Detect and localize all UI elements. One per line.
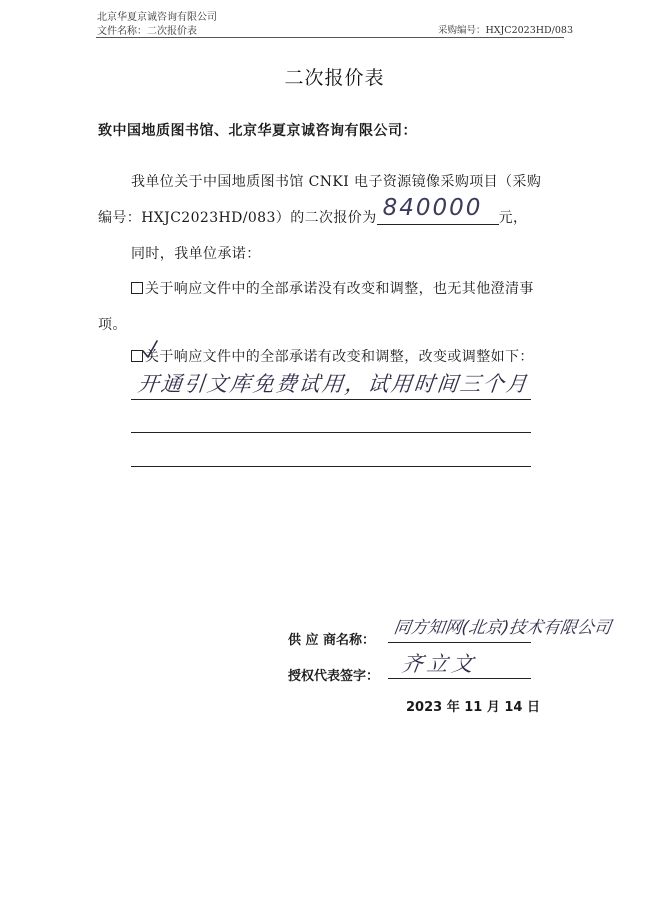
- change-handwritten: 开通引文库免费试用，试用时间三个月: [136, 372, 531, 396]
- body-line-2: [98, 195, 528, 227]
- checkmark-icon: [141, 340, 159, 360]
- change-line-2: [131, 432, 531, 433]
- addressee: 致中国地质图书馆、北京华夏京诚咨询有限公司：: [98, 123, 417, 139]
- header-company: 北京华夏京诚咨询有限公司: [97, 12, 217, 23]
- rep-signature: 齐立文: [400, 652, 479, 676]
- header-doc-name: [97, 22, 197, 37]
- commitment-intro: 同时，我单位承诺：: [131, 246, 261, 262]
- option-1-checkbox: [131, 282, 143, 294]
- price-suffix: 元，: [498, 210, 528, 226]
- header-procurement-number: 采购编号：HXJC2023HD/083: [437, 25, 573, 36]
- supplier-handwritten: 同方知网(北京)技术有限公司: [392, 618, 613, 638]
- rep-underline: [388, 678, 531, 679]
- body-line-1: 我单位关于中国地质图书馆 CNKI 电子资源镜像采购项目（采购: [131, 174, 542, 190]
- option-1-continued: 项。: [98, 317, 127, 333]
- header-doc-name-label: 文件名称：: [97, 26, 147, 37]
- price-fill-field: [377, 195, 499, 225]
- supplier-label: 供 应 商名称：: [288, 633, 376, 648]
- header-doc-name-value: 二次报价表: [147, 26, 197, 37]
- header-divider: [96, 37, 564, 38]
- page-title: 二次报价表: [284, 67, 385, 89]
- price-prefix: 编号：HXJC2023HD/083）的二次报价为: [98, 210, 377, 226]
- option-1-text: 关于响应文件中的全部承诺没有改变和调整，也无其他澄清事: [145, 281, 534, 297]
- change-line-1: [131, 399, 531, 400]
- option-1: [131, 278, 534, 298]
- price-underline: [377, 224, 499, 225]
- change-line-3: [131, 466, 531, 467]
- option-2-text: 关于响应文件中的全部承诺有改变和调整，改变或调整如下：: [145, 349, 534, 365]
- rep-signature-label: 授权代表签字：: [288, 669, 380, 684]
- sign-date: 2023 年 11 月 14 日: [406, 700, 540, 715]
- supplier-underline: [388, 642, 531, 643]
- option-2: [131, 346, 534, 366]
- price-handwritten: 840000: [382, 195, 483, 221]
